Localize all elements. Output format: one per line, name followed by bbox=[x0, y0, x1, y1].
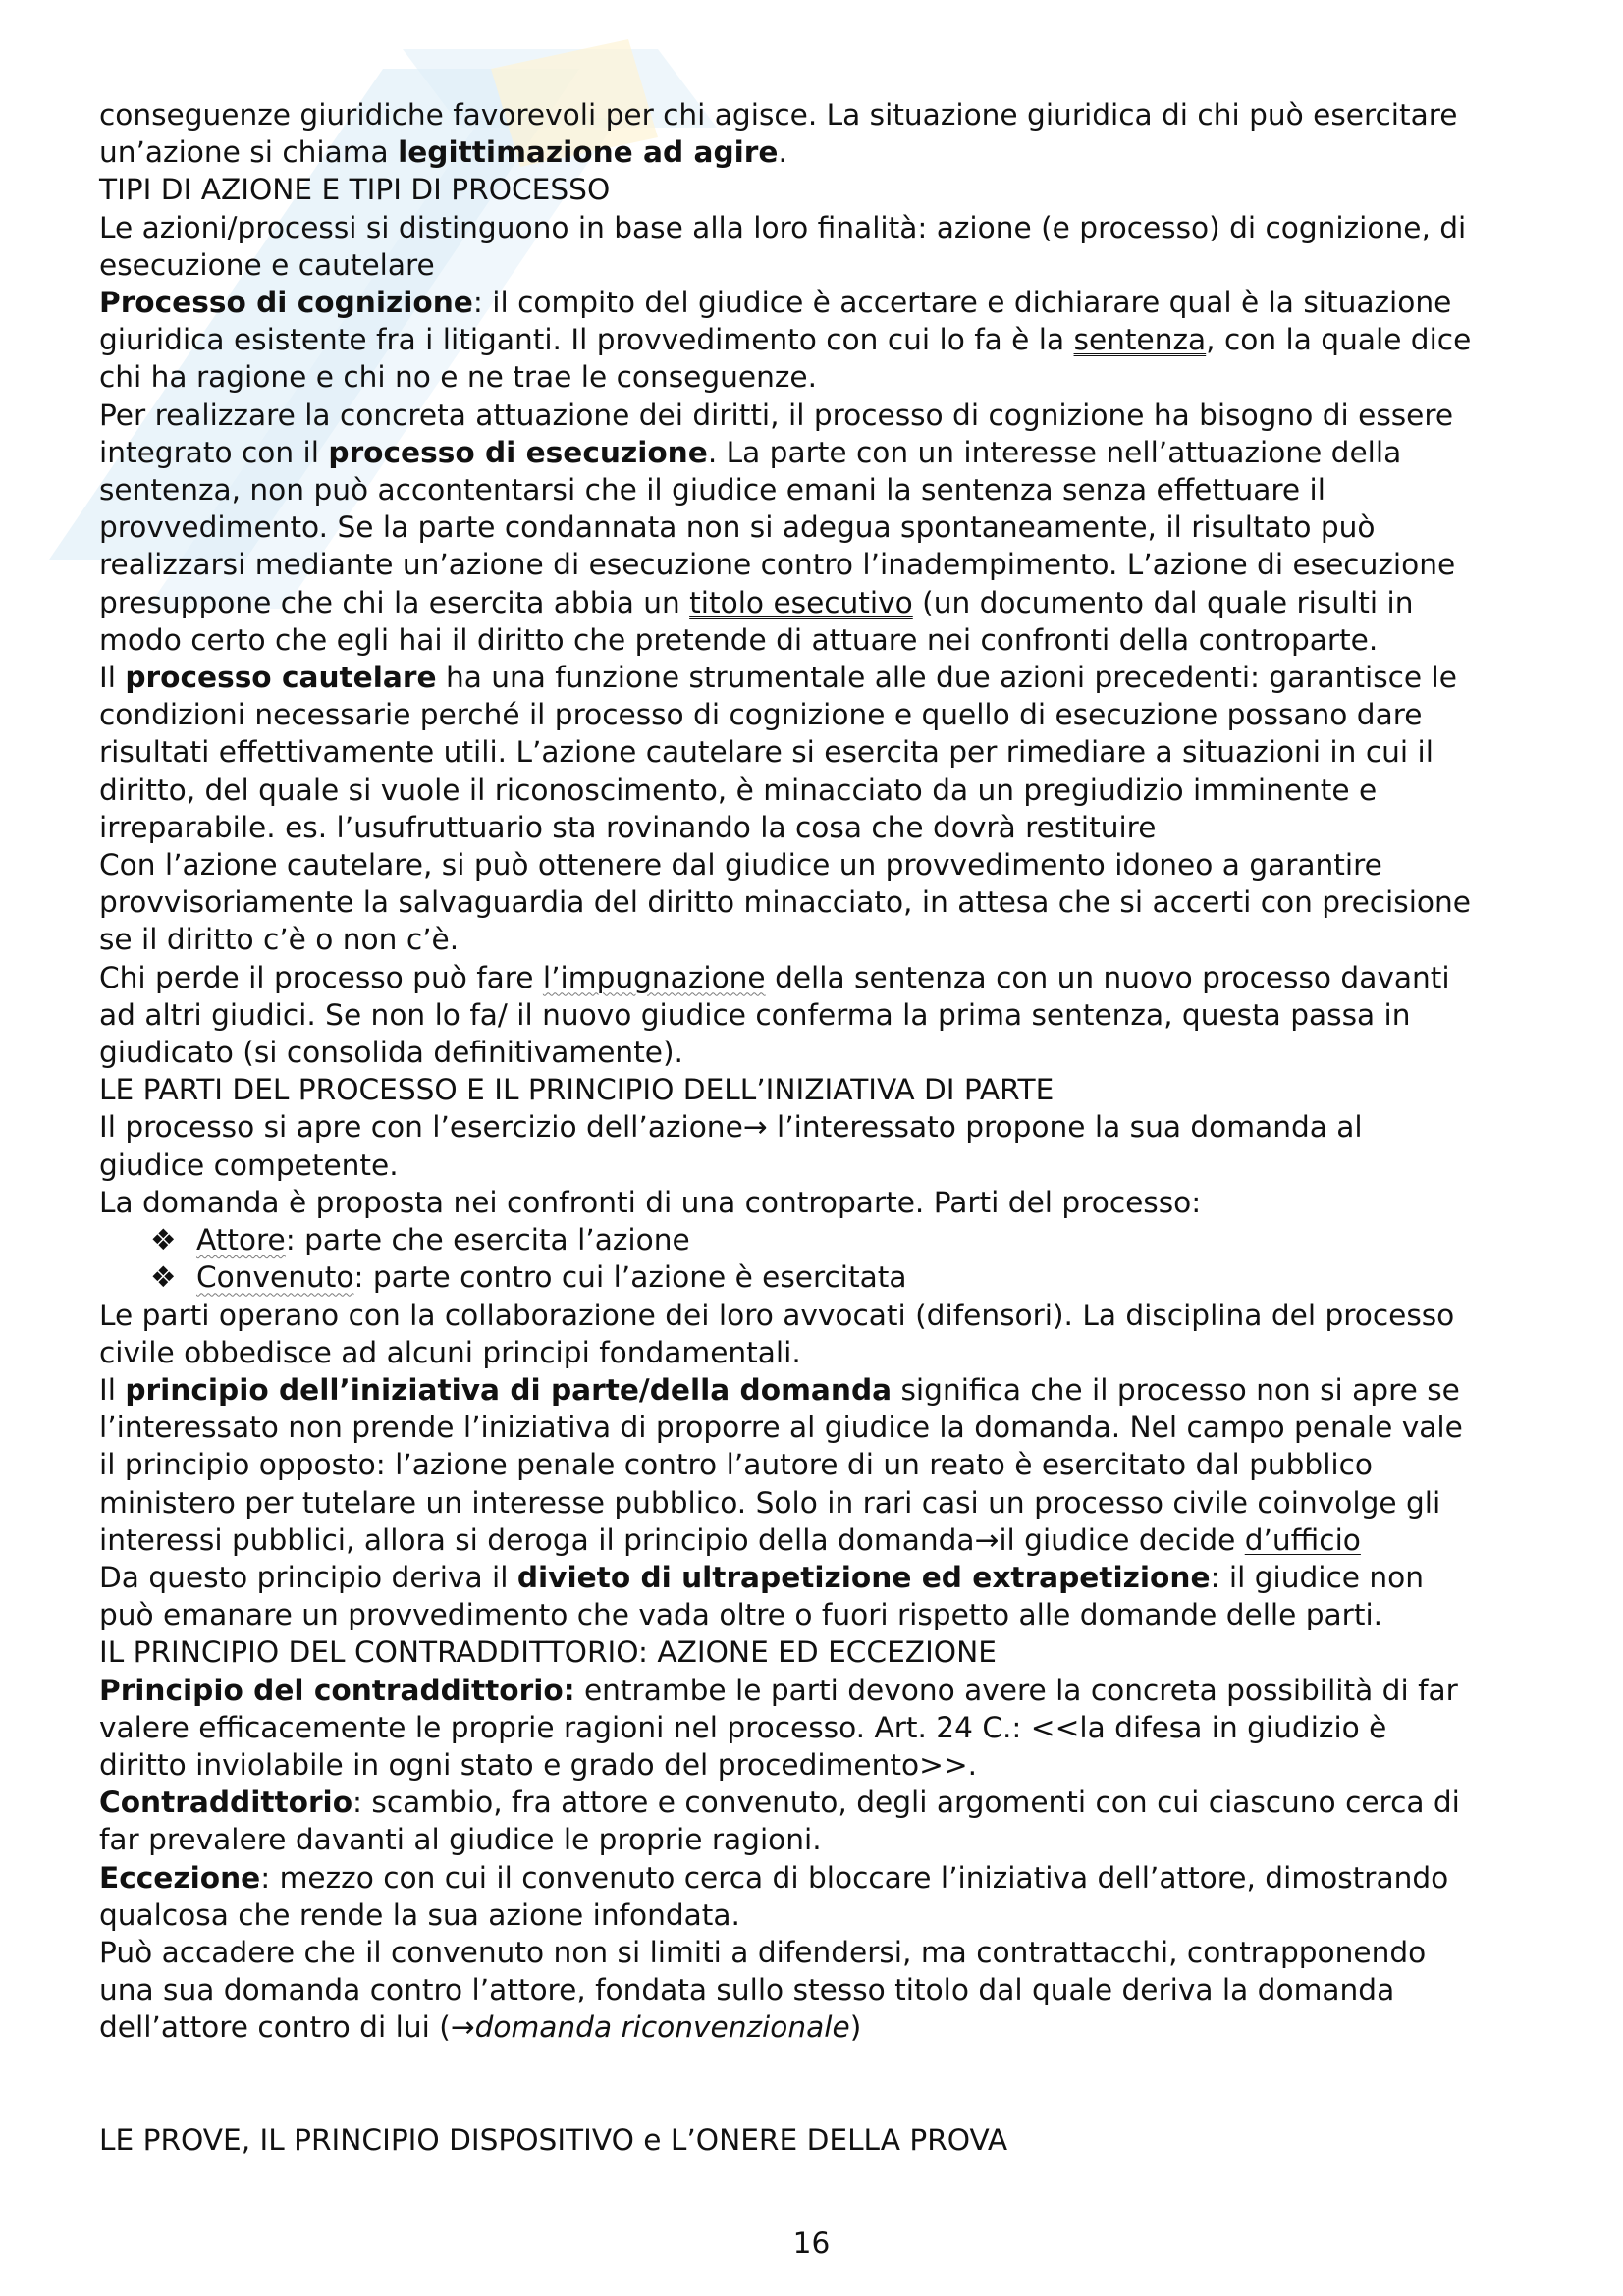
text-line: civile obbedisce ad alcuni principi fondamentali. bbox=[99, 1335, 801, 1369]
bold-term: divieto di ultrapetizione ed extrapetizione bbox=[516, 1560, 1211, 1594]
text-line: se il diritto c’è o non c’è. bbox=[99, 923, 460, 957]
text-line: qualcosa che rende la sua azione infondata. bbox=[99, 1897, 740, 1932]
text-line: Eccezione: mezzo con cui il convenuto cerca di bloccare l’iniziativa dell’attore, dimostrando bbox=[99, 1860, 1449, 1895]
text-line: Da questo principio deriva il divieto di ultrapetizione ed extrapetizione: il giudice non bbox=[99, 1560, 1425, 1594]
text-line: può emanare un provvedimento che vada oltre o fuori rispetto alle domande delle parti. bbox=[99, 1598, 1383, 1632]
text-line: giuridica esistente fra i litiganti. Il provvedimento con cui lo fa è la sentenza, con la quale dice bbox=[99, 323, 1472, 357]
text-line: Le parti operano con la collaborazione dei loro avvocati (difensori). La disciplina del processo bbox=[99, 1298, 1455, 1332]
text-line: La domanda è proposta nei confronti di una controparte. Parti del processo: bbox=[99, 1185, 1202, 1219]
text-line: dell’attore contro di lui (→domanda riconvenzionale) bbox=[99, 2010, 862, 2045]
text-line: un’azione si chiama legittimazione ad agire. bbox=[99, 135, 787, 170]
text-line: giudicato (si consolida definitivamente). bbox=[99, 1036, 683, 1070]
section-heading: LE PARTI DEL PROCESSO E IL PRINCIPIO DELL’INIZIATIVA DI PARTE bbox=[99, 1073, 1055, 1107]
text-line: esecuzione e cautelare bbox=[99, 247, 435, 282]
text-line: far prevalere davanti al giudice le proprie ragioni. bbox=[99, 1823, 822, 1857]
text-line: condizioni necessarie perché il processo di cognizione e quello di esecuzione possano dare bbox=[99, 698, 1423, 732]
bold-term: principio dell’iniziativa di parte/della domanda bbox=[125, 1372, 893, 1407]
text-line: Per realizzare la concreta attuazione dei diritti, il processo di cognizione ha bisogno di essere bbox=[99, 398, 1454, 432]
underlined-term: sentenza bbox=[1073, 323, 1207, 357]
text-line: risultati effettivamente utili. L’azione cautelare si esercita per rimediare a situazioni in cui il bbox=[99, 735, 1434, 770]
text-line: Il principio dell’iniziativa di parte/della domanda significa che il processo non si apre se bbox=[99, 1372, 1460, 1407]
text-line: valere efficacemente le proprie ragioni nel processo. Art. 24 C.: <<la difesa in giudizio è bbox=[99, 1710, 1387, 1744]
text-line: ad altri giudici. Se non lo fa/ il nuovo giudice conferma la prima sentenza, questa passa in bbox=[99, 997, 1411, 1032]
bold-term: processo cautelare bbox=[125, 661, 437, 695]
text-line: una sua domanda contro l’attore, fondata sullo stesso titolo dal quale deriva la domanda bbox=[99, 1973, 1395, 2007]
bold-term: processo di esecuzione bbox=[328, 435, 708, 469]
underlined-term: l’impugnazione bbox=[542, 960, 766, 994]
list-item: ❖ Convenuto: parte contro cui l’azione è esercitata bbox=[99, 1258, 1533, 1296]
underlined-term: Attore bbox=[196, 1223, 286, 1257]
arrow-icon: → bbox=[742, 1110, 768, 1145]
section-heading: IL PRINCIPIO DEL CONTRADDITTORIO: AZIONE ED ECCEZIONE bbox=[99, 1635, 997, 1670]
text-line: realizzarsi mediante un’azione di esecuzione contro l’inadempimento. L’azione di esecuzione bbox=[99, 548, 1456, 582]
text-line: diritto inviolabile in ogni stato e grado del procedimento>>. bbox=[99, 1747, 978, 1782]
text-line: ministero per tutelare un interesse pubblico. Solo in rari casi un processo civile coinvolge gli bbox=[99, 1485, 1441, 1520]
italic-term: domanda riconvenzionale bbox=[474, 2010, 850, 2045]
bold-term: Processo di cognizione bbox=[99, 286, 473, 320]
arrow-icon: → bbox=[974, 1522, 1000, 1557]
text-line: Contraddittorio: scambio, fra attore e convenuto, degli argomenti con cui ciascuno cerca di bbox=[99, 1786, 1460, 1820]
text-line: presuppone che chi la esercita abbia un titolo esecutivo (un documento dal quale risulti in bbox=[99, 585, 1414, 619]
text-line: Chi perde il processo può fare l’impugnazione della sentenza con un nuovo processo davanti bbox=[99, 960, 1450, 994]
text-line: Il processo cautelare ha una funzione strumentale alle due azioni precedenti: garantisce le bbox=[99, 661, 1457, 695]
text-line: interessi pubblici, allora si deroga il principio della domanda→il giudice decide d’ufficio bbox=[99, 1522, 1361, 1557]
text-line: sentenza, non può accontentarsi che il giudice emani la sentenza senza effettuare il bbox=[99, 473, 1325, 507]
underlined-term: d’ufficio bbox=[1244, 1522, 1361, 1557]
text-line: provvisoriamente la salvaguardia del diritto minacciato, in attesa che si accerti con precisione bbox=[99, 885, 1471, 920]
text-line: Il processo si apre con l’esercizio dell’azione→ l’interessato propone la sua domanda al bbox=[99, 1110, 1363, 1145]
text-line: modo certo che egli hai il diritto che pretende di attuare nei confronti della controparte. bbox=[99, 622, 1379, 657]
text-line: l’interessato non prende l’iniziativa di proporre al giudice la domanda. Nel campo penale vale bbox=[99, 1411, 1463, 1445]
bold-term: Principio del contraddittorio: bbox=[99, 1673, 575, 1707]
spacer bbox=[99, 2047, 1533, 2121]
text-line: Principio del contraddittorio: entrambe le parti devono avere la concreta possibilità di far bbox=[99, 1673, 1458, 1707]
bold-term: legittimazione ad agire bbox=[398, 135, 779, 170]
text-line: Le azioni/processi si distinguono in base alla loro finalità: azione (e processo) di cognizione, di bbox=[99, 210, 1467, 244]
underlined-term: titolo esecutivo bbox=[689, 585, 913, 619]
text-line: giudice competente. bbox=[99, 1148, 399, 1182]
diamond-bullet-icon: ❖ bbox=[150, 1223, 177, 1257]
text-line: il principio opposto: l’azione penale contro l’autore di un reato è esercitato dal pubblico bbox=[99, 1448, 1374, 1482]
list-item: ❖ Attore: parte che esercita l’azione bbox=[99, 1221, 1533, 1258]
bold-term: Eccezione bbox=[99, 1860, 261, 1895]
diamond-bullet-icon: ❖ bbox=[150, 1260, 177, 1295]
text-line: chi ha ragione e chi no e ne trae le conseguenze. bbox=[99, 360, 818, 395]
document-body bbox=[99, 96, 1533, 2159]
section-heading: TIPI DI AZIONE E TIPI DI PROCESSO bbox=[99, 173, 611, 207]
text-line: conseguenze giuridiche favorevoli per chi agisce. La situazione giuridica di chi può esercitare bbox=[99, 98, 1458, 132]
underlined-term: Convenuto bbox=[196, 1260, 354, 1295]
bold-term: Contraddittorio bbox=[99, 1786, 353, 1820]
text-line: integrato con il processo di esecuzione. La parte con un interesse nell’attuazione della bbox=[99, 435, 1402, 469]
arrow-icon: → bbox=[450, 2010, 475, 2045]
page-number: 16 bbox=[792, 2226, 831, 2260]
text-line: irreparabile. es. l’usufruttuario sta rovinando la cosa che dovrà restituire bbox=[99, 810, 1157, 844]
text-line: Processo di cognizione: il compito del giudice è accertare e dichiarare qual è la situazione bbox=[99, 286, 1452, 320]
text-line: provvedimento. Se la parte condannata non si adegua spontaneamente, il risultato può bbox=[99, 510, 1376, 545]
text-line: Con l’azione cautelare, si può ottenere dal giudice un provvedimento idoneo a garantire bbox=[99, 848, 1382, 882]
text-line: Può accadere che il convenuto non si limiti a difendersi, ma contrattacchi, contrapponendo bbox=[99, 1935, 1427, 1969]
section-heading: LE PROVE, IL PRINCIPIO DISPOSITIVO e L’ONERE DELLA PROVA bbox=[99, 2122, 1008, 2157]
text-line: diritto, del quale si vuole il riconoscimento, è minacciato da un pregiudizio imminente e bbox=[99, 773, 1378, 807]
